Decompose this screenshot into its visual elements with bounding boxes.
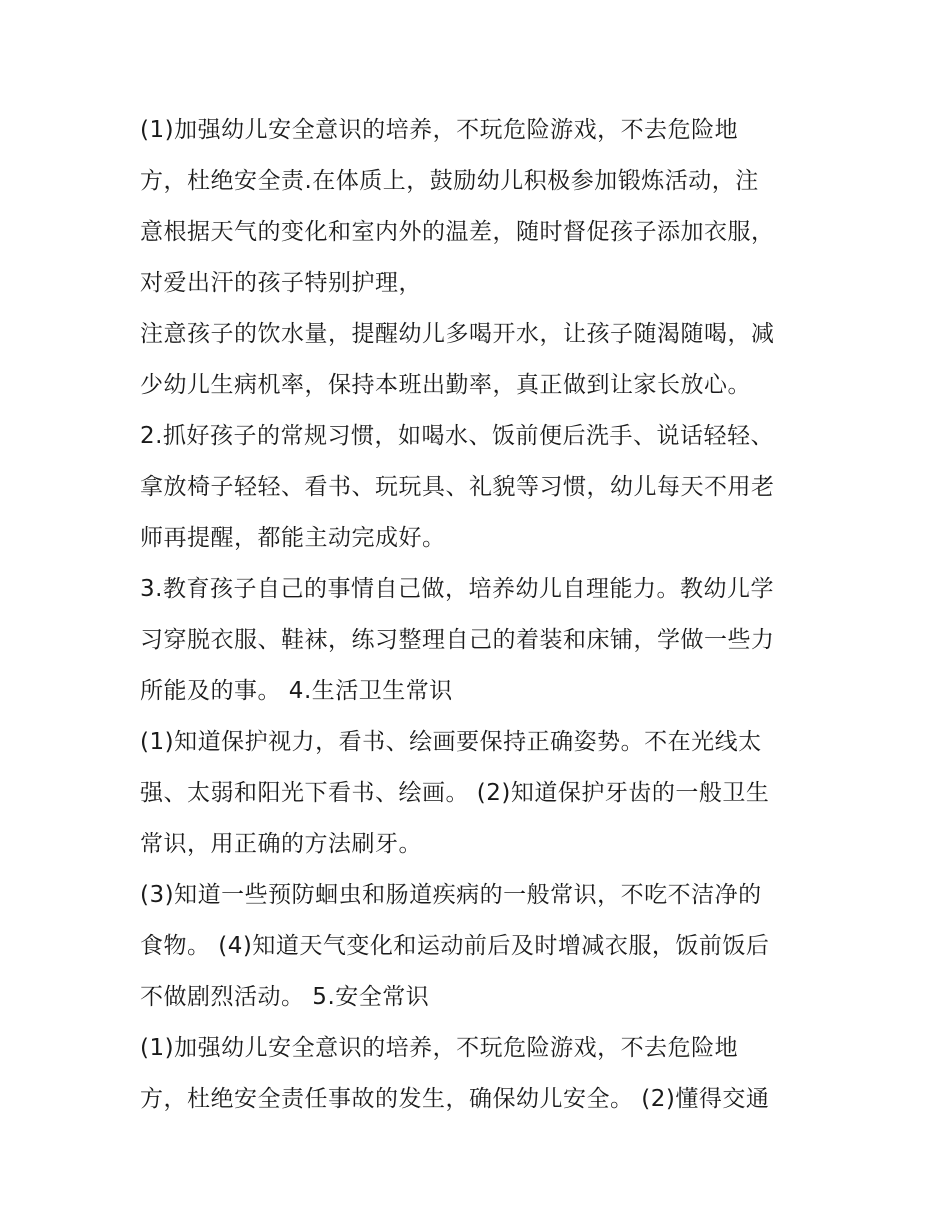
text-line: 注意孩子的饮水量，提醒幼儿多喝开水，让孩子随渴随喝，减 bbox=[140, 321, 775, 347]
text-line: 不做剧烈活动。 5.安全常识 bbox=[140, 984, 430, 1010]
text-line: 对爱出汗的孩子特别护理， bbox=[140, 270, 422, 296]
text-line: 强、太弱和阳光下看书、绘画。 (2)知道保护牙齿的一般卫生 bbox=[140, 780, 770, 806]
text-line: (1)加强幼儿安全意识的培养，不玩危险游戏，不去危险地 bbox=[140, 117, 739, 143]
text-line: 方，杜绝安全责任事故的发生，确保幼儿安全。 (2)懂得交通 bbox=[140, 1086, 770, 1112]
text-line: 习穿脱衣服、鞋袜，练习整理自己的着装和床铺，学做一些力 bbox=[140, 627, 775, 653]
document-body bbox=[140, 105, 830, 1125]
text-line: 3.教育孩子自己的事情自己做，培养幼儿自理能力。教幼儿学 bbox=[140, 576, 774, 602]
text-line: 师再提醒，都能主动完成好。 bbox=[140, 525, 446, 551]
text-line: 所能及的事。 4.生活卫生常识 bbox=[140, 678, 453, 704]
text-line: 食物。 (4)知道天气变化和运动前后及时增减衣服，饭前饭后 bbox=[140, 933, 770, 959]
text-line: (1)知道保护视力，看书、绘画要保持正确姿势。不在光线太 bbox=[140, 729, 762, 755]
text-line: 方，杜绝安全责.在体质上，鼓励幼儿积极参加锻炼活动，注 bbox=[140, 168, 759, 194]
text-line: 少幼儿生病机率，保持本班出勤率，真正做到让家长放心。 bbox=[140, 372, 751, 398]
text-line: 意根据天气的变化和室内外的温差，随时督促孩子添加衣服， bbox=[140, 219, 775, 245]
text-line: (3)知道一些预防蛔虫和肠道疾病的一般常识，不吃不洁净的 bbox=[140, 882, 762, 908]
text-line: 常识，用正确的方法刷牙。 bbox=[140, 831, 422, 857]
text-line: 2.抓好孩子的常规习惯，如喝水、饭前便后洗手、说话轻轻、 bbox=[140, 423, 774, 449]
text-line: (1)加强幼儿安全意识的培养，不玩危险游戏，不去危险地 bbox=[140, 1035, 739, 1061]
text-line: 拿放椅子轻轻、看书、玩玩具、礼貌等习惯，幼儿每天不用老 bbox=[140, 474, 775, 500]
